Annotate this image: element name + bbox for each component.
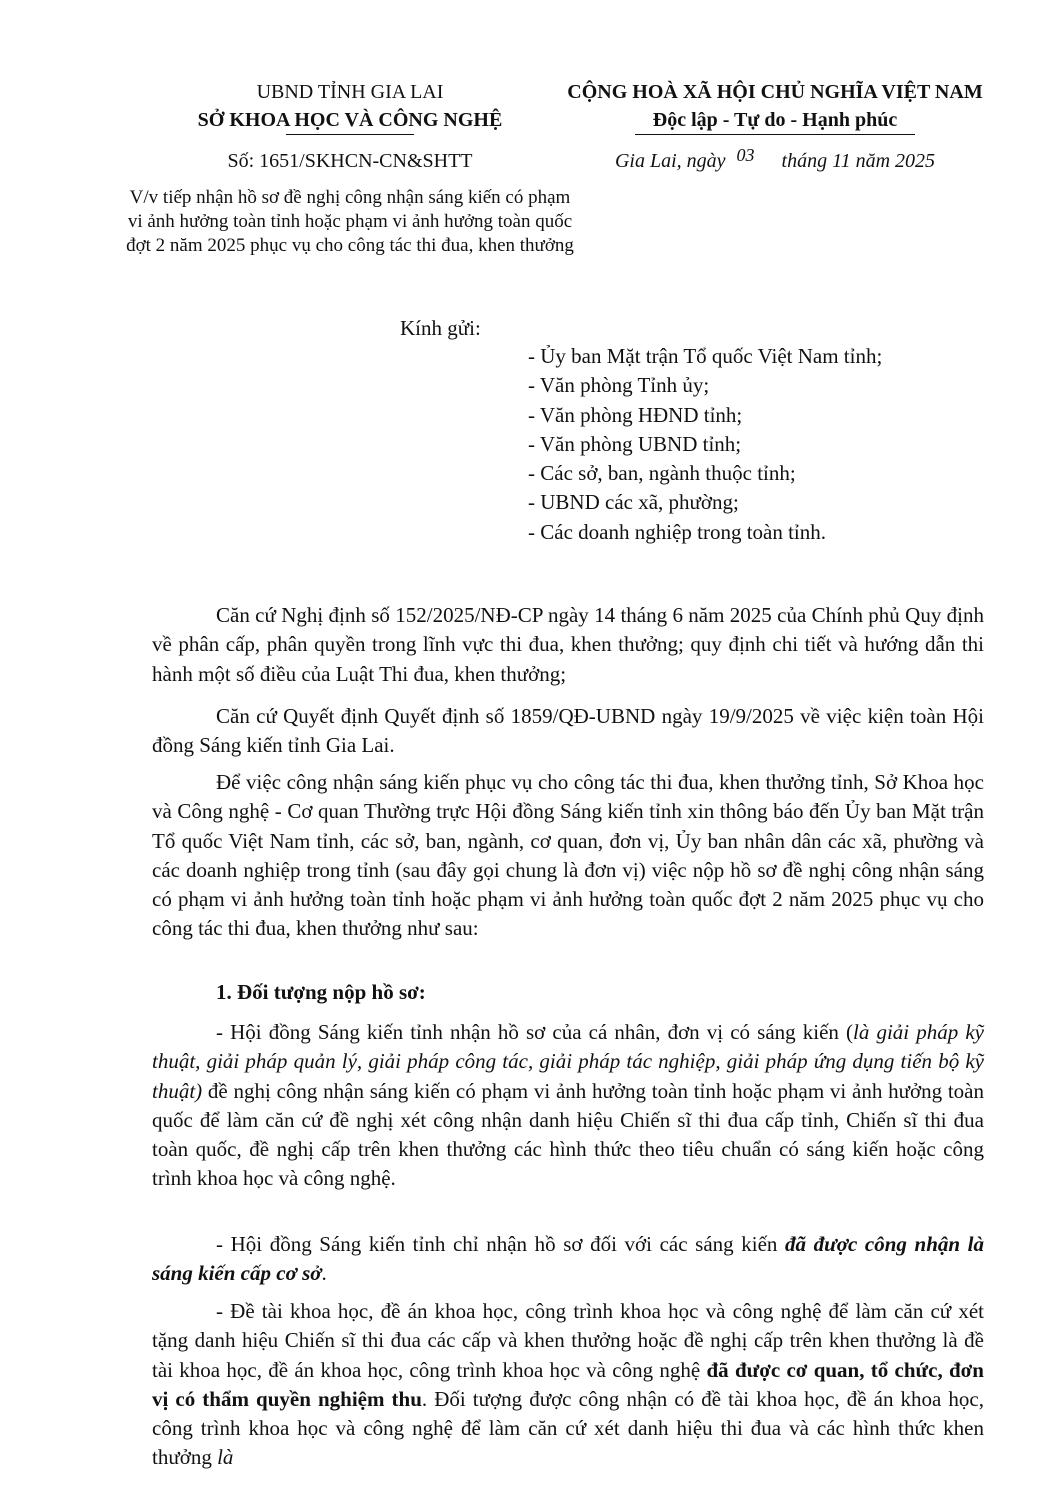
recipient-item: - Các doanh nghiệp trong toàn tỉnh. <box>528 519 827 544</box>
body-paragraph-eligibility <box>152 1018 984 1194</box>
text-run: . <box>321 1261 327 1286</box>
recipient-item: - Các sở, ban, ngành thuộc tỉnh; <box>528 461 796 486</box>
recipient-item: - Văn phòng UBND tỉnh; <box>528 431 742 456</box>
italic-run: là <box>217 1445 234 1470</box>
number-suffix: /SKHCN-CN&SHTT <box>299 150 473 172</box>
text-run: - Đề tài khoa học, đề án khoa học, công trình khoa học và công nghệ để làm căn cứ xét tặng danh hiệu Chiến sĩ thi đua các cấp và khen thưởng hoặc đề nghị cấp trên khen thưởng là đề tài khoa học, đề án khoa học, công trình khoa học và công nghệ <box>152 1299 984 1382</box>
recipient-item: - Ủy ban Mặt trận Tổ quốc Việt Nam tỉnh; <box>528 344 883 368</box>
number-prefix: Số: <box>227 150 255 172</box>
date-day: 03 <box>736 145 755 165</box>
paragraph-text: Căn cứ Nghị định số 152/2025/NĐ-CP ngày 14 tháng 6 năm 2025 của Chính phủ Quy định về phân cấp, phân quyền trong lĩnh vực thi đua, khen thưởng; quy định chi tiết và hướng dẫn thi hành một số điều của Luật Thi đua, khen thưởng; <box>152 603 984 686</box>
agency-underline <box>286 134 414 135</box>
body-paragraph-legal-basis-1 <box>152 601 984 689</box>
recipients-label: Kính gửi: <box>400 316 481 340</box>
paragraph-text <box>152 1230 984 1289</box>
body-paragraph-science-projects <box>152 1297 984 1473</box>
section-1-title: 1. Đối tượng nộp hồ sơ: <box>216 980 426 1004</box>
text-run: - Hội đồng Sáng kiến tỉnh chỉ nhận hồ sơ đối với các sáng kiến <box>216 1232 786 1256</box>
issuing-agency-block <box>120 78 580 135</box>
text-run: . Đối tượng được công nhận có đề tài khoa học, đề án khoa học, công trình khoa học và công nghệ để làm căn cứ xét danh hiệu thi đua và các hình thức khen thưởng <box>152 1386 984 1470</box>
document-date <box>540 145 1010 173</box>
national-title-block <box>540 78 1010 135</box>
paragraph-text: Căn cứ Quyết định Quyết định số 1859/QĐ-UBND ngày 19/9/2025 về việc kiện toàn Hội đồng Sáng kiến tỉnh Gia Lai. <box>152 704 984 758</box>
national-motto: Độc lập - Tự do - Hạnh phúc <box>652 109 898 131</box>
body-paragraph-notice <box>152 768 984 944</box>
recipient-item: - Văn phòng HĐND tỉnh; <box>528 402 743 427</box>
bold-run: đã được cơ quan, tổ chức, đơn vị có thẩm quyền nghiệm thu <box>152 1357 984 1411</box>
date-suffix: tháng 11 năm 2025 <box>781 150 936 172</box>
paragraph-text: Để việc công nhận sáng kiến phục vụ cho công tác thi đua, khen thưởng tỉnh, Sở Khoa học và Công nghệ - Cơ quan Thường trực Hội đồng Sáng kiến tỉnh xin thông báo đến Ủy ban Mặt trận Tổ quốc Việt Nam tỉnh, các sở, ban, ngành, cơ quan, đơn vị, Ủy ban nhân dân các xã, phường và các doanh nghiệp trong tỉnh (sau đây gọi chung là đơn vị) việc nộp hồ sơ đề nghị công nhận sáng có phạm vi ảnh hưởng toàn tỉnh hoặc phạm vi ảnh hưởng toàn quốc đợt 2 năm 2025 phục vụ cho công tác thi đua, khen thưởng như sau: <box>152 770 984 941</box>
recipient-item: - Văn phòng Tỉnh ủy; <box>528 373 710 398</box>
body-paragraph-legal-basis-2 <box>152 702 984 761</box>
document-subject: V/v tiếp nhận hồ sơ đề nghị công nhận sáng kiến có phạm vi ảnh hưởng toàn tỉnh hoặc phạm vi ảnh hưởng toàn quốc đợt 2 năm 2025 phục vụ cho công tác thi đua, khen thưởng <box>126 187 574 256</box>
paragraph-text <box>152 1297 984 1473</box>
number-value: 1651 <box>259 150 300 172</box>
text-run: - Hội đồng Sáng kiến tỉnh nhận hồ sơ của cá nhân, đơn vị có sáng kiến ( <box>216 1020 854 1044</box>
document-number <box>120 150 580 173</box>
recipient-item: - UBND các xã, phường; <box>528 490 739 515</box>
bold-italic-run: đã được công nhận là sáng kiến cấp cơ sở <box>152 1232 984 1286</box>
parent-agency: UBND TỈNH GIA LAI <box>256 81 444 103</box>
agency-name: SỞ KHOA HỌC VÀ CÔNG NGHỆ <box>197 109 503 131</box>
date-prefix: Gia Lai, ngày <box>614 150 726 172</box>
italic-run: là giải pháp kỹ thuật, giải pháp quản lý, giải pháp công tác, giải pháp tác nghiệp, giải pháp ứng dụng tiến bộ kỹ thuật) <box>152 1020 985 1103</box>
country-name: CỘNG HOÀ XÃ HỘI CHỦ NGHĨA VIỆT NAM <box>567 81 983 103</box>
body-paragraph-base-level <box>152 1230 984 1289</box>
paragraph-text <box>152 1018 984 1194</box>
text-run: đề nghị công nhận sáng kiến có phạm vi ảnh hưởng toàn tỉnh hoặc phạm vi ảnh hưởng toàn quốc để làm căn cứ đề nghị xét công nhận danh hiệu Chiến sĩ thi đua cấp tỉnh, Chiến sĩ thi đua toàn quốc, đề nghị cấp trên khen thưởng các hình thức theo tiêu chuẩn có sáng kiến hoặc công trình khoa học và công nghệ. <box>152 1078 984 1191</box>
recipients-list <box>528 342 882 547</box>
motto-underline <box>635 134 915 135</box>
